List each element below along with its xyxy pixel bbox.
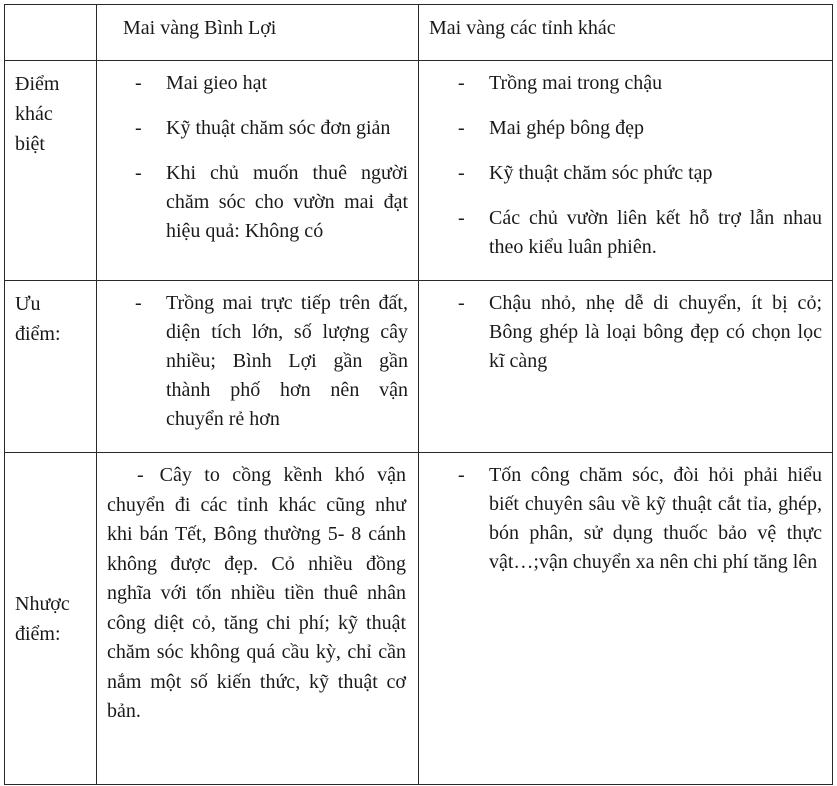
header-binh-loi: Mai vàng Bình Lợi (97, 5, 419, 61)
advantages-binh-loi-cell (97, 281, 419, 453)
list-item: - Mai gieo hạt (135, 72, 268, 94)
header-corner-cell (5, 5, 97, 61)
row-label-advantages: Ưu điểm: (5, 281, 97, 453)
advantages-other-cell (419, 281, 833, 453)
disadvantages-other-cell (419, 453, 833, 785)
disadvantages-binh-loi-text: - Cây to cồng kềnh khó vận chuyển đi các tỉnh khác cũng như khi bán Tết, Bông thường 5- 8 cánh không được đẹp. Cỏ nhiều đồng nghĩa với tốn nhiều tiền thuê nhân công diệt cỏ, tăng chi phí; kỹ thuật chăm sóc không quá cầu kỳ, chỉ cần nắm một số kiến thức, kỹ thuật cơ bản. (107, 464, 406, 722)
list-item: - Các chủ vườn liên kết hỗ trợ lẫn nhau theo kiểu luân phiên. (458, 207, 822, 258)
comparison-table (4, 4, 833, 785)
row-label-disadvantages: Nhược điểm: (5, 453, 97, 785)
header-row (5, 5, 833, 61)
list-item: - Trồng mai trong chậu (458, 72, 663, 94)
list-item: - Chậu nhỏ, nhẹ dễ di chuyển, ít bị cỏ; Bông ghép là loại bông đẹp có chọn lọc kĩ càng (458, 292, 822, 372)
row-label-differences: Điểm khác biệt (5, 61, 97, 281)
row-differences (5, 61, 833, 281)
disadvantages-binh-loi-cell (97, 453, 419, 785)
list-item: - Kỹ thuật chăm sóc đơn giản (135, 117, 391, 139)
list-item: - Khi chủ muốn thuê người chăm sóc cho vườn mai đạt hiệu quả: Không có (135, 162, 408, 242)
row-advantages (5, 281, 833, 453)
list-item: - Mai ghép bông đẹp (458, 117, 644, 139)
header-other-provinces: Mai vàng các tỉnh khác (419, 5, 833, 61)
list-item: - Tốn công chăm sóc, đòi hỏi phải hiểu biết chuyên sâu về kỹ thuật cắt tỉa, ghép, bón phân, sử dụng thuốc bảo vệ thực vật…;vận chuyển xa nên chi phí tăng lên (458, 464, 822, 573)
list-item: - Trồng mai trực tiếp trên đất, diện tích lớn, số lượng cây nhiều; Bình Lợi gần gần thành phố hơn nên vận chuyển rẻ hơn (135, 292, 408, 430)
differences-binh-loi-cell (97, 61, 419, 281)
row-disadvantages (5, 453, 833, 785)
differences-other-cell (419, 61, 833, 281)
list-item: - Kỹ thuật chăm sóc phức tạp (458, 162, 713, 184)
